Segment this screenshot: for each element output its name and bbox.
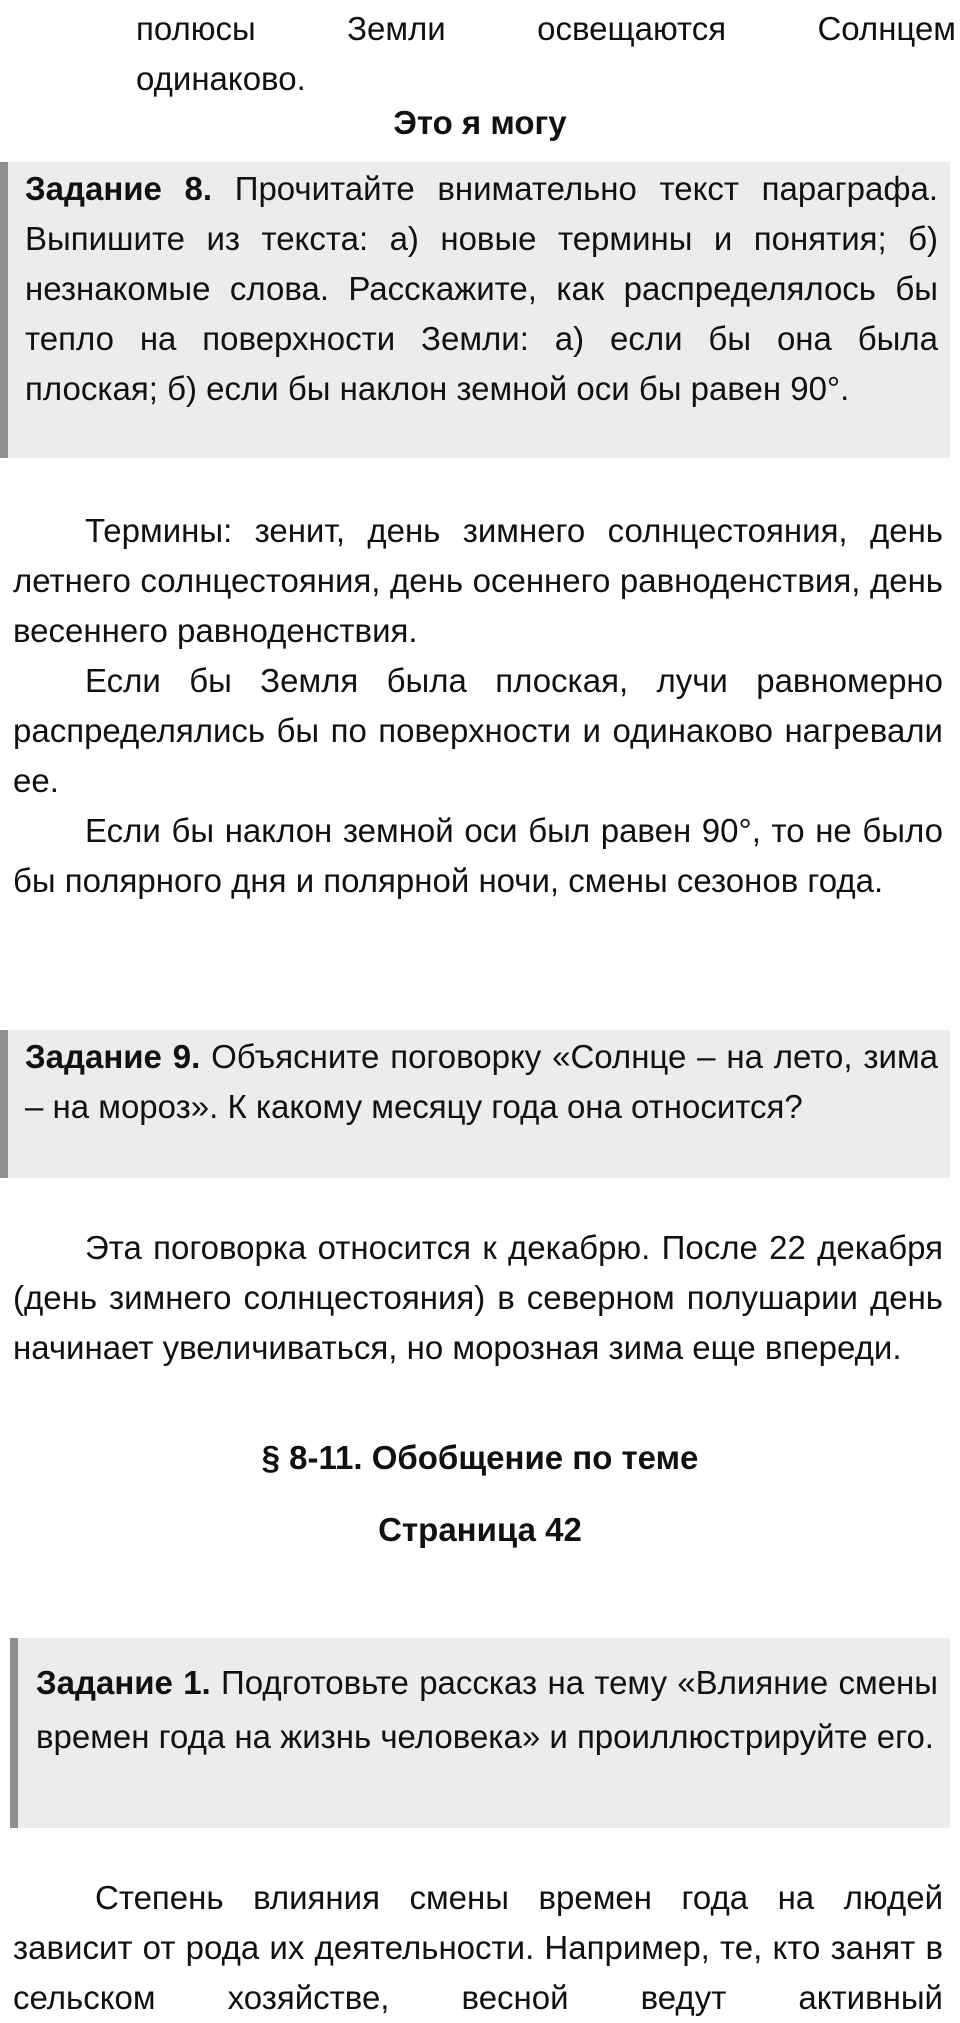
task-8-box xyxy=(0,162,950,458)
answer-1 xyxy=(13,1873,943,2023)
page-number-heading: Страница 42 xyxy=(378,1511,582,1548)
fragment-line-2: одинаково. xyxy=(136,60,306,97)
task-1-text: Подготовьте рассказ на тему «Влияние смены времен года на жизнь человека» и проиллюстрируйте его. xyxy=(36,1664,938,1755)
fragment-line-1: полюсы Земли освещаются Солнцем xyxy=(136,10,956,47)
task-9-text: Объясните поговорку «Солнце – на лето, зима – на мороз». К какому месяцу года она относится? xyxy=(25,1038,939,1125)
task-1-label: Задание 1. xyxy=(36,1664,211,1701)
answer-1-text: Степень влияния смены времен года на людей зависит от рода их деятельности. Например, те, кто занят в сельском хозяйстве, весной ведут активный xyxy=(13,1879,943,2016)
task-9-label: Задание 9. xyxy=(25,1038,201,1075)
task-1-box xyxy=(10,1638,950,1828)
answer-9 xyxy=(13,1223,943,1373)
answer-8-flat-earth: Если бы Земля была плоская, лучи равномерно распределялись бы по поверхности и одинаково нагревали ее. xyxy=(13,662,943,799)
answer-9-text: Эта поговорка относится к декабрю. После 22 декабря (день зимнего солнцестояния) в северном полушарии день начинает увеличиваться, но морозная зима еще впереди. xyxy=(13,1229,943,1366)
answer-8 xyxy=(13,506,943,906)
task-8-text: Прочитайте внимательно текст параграфа. Выпишите из текста: а) новые термины и понятия; б) незнакомые слова. Расскажите, как распределялось бы тепло на поверхности Земли: а) если бы она была плоская; б) если бы наклон земной оси бы равен 90°. xyxy=(25,170,939,407)
task-8-label: Задание 8. xyxy=(25,170,213,207)
task-9-box xyxy=(0,1030,950,1178)
answer-8-terms: Термины: зенит, день зимнего солнцестояния, день летнего солнцестояния, день осеннего равноденствия, день весеннего равноденствия. xyxy=(13,512,943,649)
section-heading: Это я могу xyxy=(393,104,567,141)
answer-8-axis-tilt: Если бы наклон земной оси был равен 90°, то не было бы полярного дня и полярной ночи, смены сезонов года. xyxy=(13,812,943,899)
previous-text-fragment-bound xyxy=(136,4,956,104)
chapter-heading: § 8-11. Обобщение по теме xyxy=(261,1439,699,1476)
